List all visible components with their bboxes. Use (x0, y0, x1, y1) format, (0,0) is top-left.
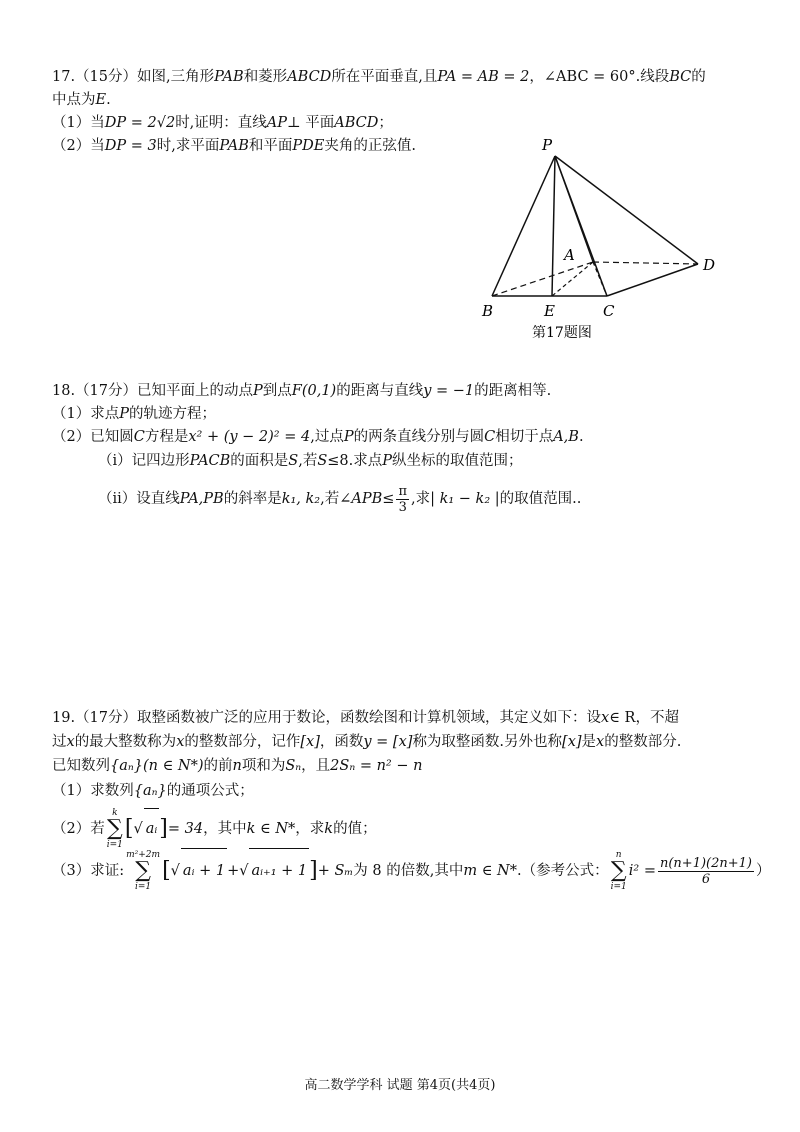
q17-math: E (95, 92, 107, 108)
sum-upper-limit: m²+2m (126, 850, 161, 860)
summation-symbol (611, 850, 627, 892)
q17-text: 时,证明：直线 (175, 115, 267, 131)
q19-text: 的前 (203, 758, 233, 774)
q17-line1 (52, 66, 706, 88)
label-P: P (542, 136, 553, 154)
q18-math: ≤8 (327, 453, 349, 469)
sqrt-symbol: √ (170, 863, 180, 879)
q18-text: （i）记四边形 (98, 453, 190, 469)
q18-text: 的轨迹方程； (129, 406, 216, 422)
q17-text: 和菱形 (243, 69, 288, 85)
q19-text: 19.（17分）取整函数被广泛的应用于数论，函数绘图和计算机领域，其定义如下：设 (52, 710, 602, 726)
q19-math: {aₙ} (133, 783, 167, 799)
fraction-numerator: n(n+1)(2n+1) (659, 855, 752, 871)
page-footer: 高二数学学科 试题 第4页(共4页) (304, 1078, 496, 1093)
sum-upper-limit: k (112, 808, 118, 818)
summation-symbol (126, 850, 160, 892)
q18-text: . (578, 429, 584, 445)
q18-math: y = −1 (423, 383, 475, 399)
q19-math: x (601, 710, 610, 726)
q19-math: + (227, 863, 240, 879)
q18-math: ∠APB (339, 491, 383, 507)
sqrt-content: aᵢ (144, 808, 160, 849)
q19-math: y = [x] (363, 734, 413, 750)
q17-math: ，∠ABC = 60° (529, 69, 636, 85)
q17-math: DP = 3 (104, 138, 157, 154)
q18-math: x² + (y − 2)² = 4 (188, 429, 311, 445)
q19-math: x (596, 734, 605, 750)
q19-text: ） (756, 863, 771, 879)
q17-text: 中点为 (52, 92, 96, 108)
q18-text: 的距离与直线 (336, 383, 424, 399)
q18-text: 方程是 (144, 429, 189, 445)
q17-part2 (52, 135, 416, 157)
q17-text: 所在平面垂直,且 (331, 69, 438, 85)
q18-text: （ii）设直线 (98, 491, 180, 507)
q19-text: .（参考公式： (517, 863, 609, 879)
fraction-numerator: π (398, 483, 407, 499)
sqrt-symbol: √ (239, 863, 249, 879)
q18-text: 到点 (262, 383, 292, 399)
q18-text: ,若 (320, 491, 340, 507)
q18-text: 的斜率是 (223, 491, 282, 507)
q19-math: k (324, 821, 334, 837)
q19-text: ，其中 (203, 821, 247, 837)
q18-part2 (52, 426, 584, 448)
q19-math: ∈ R (609, 710, 636, 726)
sqrt-content: aᵢ₊₁ + 1 (249, 848, 309, 893)
sum-lower-limit: i=1 (610, 882, 627, 892)
floor-bracket-left: [ (124, 816, 134, 841)
q17-text: 17.（15分）如图,三角形 (52, 69, 215, 85)
q19-math: m ∈ N* (463, 863, 517, 879)
q18-text: 纵坐标的取值范围； (392, 453, 523, 469)
q19-part1 (52, 780, 254, 802)
sigma-glyph: ∑ (135, 858, 151, 883)
label-D: D (703, 256, 716, 274)
q18-text: ,若 (298, 453, 318, 469)
q18-math: S (317, 453, 328, 469)
q19-math: k ∈ N* (246, 821, 296, 837)
q19-text: 为 8 的倍数,其中 (353, 863, 464, 879)
edge-AD-dashed (593, 262, 698, 264)
q17-text: 的 (691, 69, 706, 85)
fraction-denominator: 3 (398, 499, 407, 515)
q19-line2 (52, 731, 681, 753)
q17-text: 和平面 (248, 138, 293, 154)
q19-text: ，函数 (319, 734, 364, 750)
q17-math: PAB (214, 69, 244, 85)
q17-math: AP (266, 115, 288, 131)
q19-math: + Sₘ (317, 863, 354, 879)
q19-text: 称为取整函数.另外也称 (412, 734, 563, 750)
q17-text: ⊥ 平面 (287, 115, 335, 131)
q17-text: . (106, 92, 111, 108)
q19-text: 的整数部分，记作 (184, 734, 301, 750)
label-A: A (564, 246, 575, 264)
q17-text: 时,求平面 (156, 138, 220, 154)
q19-text: 的通项公式； (166, 783, 254, 799)
q17-line2 (52, 89, 111, 111)
q18-text: 的两条直线分别与圆 (353, 429, 485, 445)
floor-bracket-left: [ (162, 858, 171, 883)
q19-math: x (66, 734, 75, 750)
q19-text: 的最大整数称为 (74, 734, 177, 750)
q18-math: ≤ (382, 491, 395, 507)
label-E: E (544, 302, 555, 320)
q17-math: ABCD (287, 69, 332, 85)
pi-over-3-fraction (396, 484, 409, 515)
q19-part3 (52, 848, 771, 893)
q18-text: 的取值范围.. (499, 491, 582, 507)
q17-text: （2）当 (52, 138, 105, 154)
q18-math: k₁, k₂ (281, 491, 321, 507)
q19-math: = 34 (167, 821, 204, 837)
q19-math: x (176, 734, 185, 750)
q19-text: 已知数列 (52, 758, 110, 774)
sum-lower-limit: i=1 (135, 882, 152, 892)
sqrt-symbol: √ (133, 821, 143, 837)
q17-math: PA = AB = 2 (437, 69, 530, 85)
q18-math: A,B (553, 429, 579, 445)
q19-math: [x] (300, 734, 320, 750)
q18-text: ,求 (410, 491, 431, 507)
q18-text: 相切于点 (495, 429, 554, 445)
q19-text: 是 (581, 734, 597, 750)
label-B: B (482, 302, 494, 320)
q18-text: ,过点 (310, 429, 344, 445)
floor-bracket-right: ] (309, 858, 318, 883)
sum-upper-limit: n (615, 850, 622, 860)
sigma-glyph: ∑ (610, 858, 627, 883)
q17-text: ； (378, 115, 393, 131)
q18-math: F(0,1) (291, 383, 337, 399)
q18-text: .求点 (348, 453, 383, 469)
q18-line1 (52, 380, 551, 402)
q17-math: PAB (219, 138, 249, 154)
q18-math: P (119, 406, 129, 422)
q19-text: 的整数部分. (604, 734, 682, 750)
q19-math: n (232, 758, 242, 774)
sigma-glyph: ∑ (106, 816, 123, 841)
q18-math: | k₁ − k₂ | (430, 491, 500, 507)
q19-text: ，且 (301, 758, 331, 774)
q17-math: PDE (292, 138, 325, 154)
edge-PB (492, 156, 555, 296)
q18-text: （2）已知圆 (52, 429, 134, 445)
q17-text: 夹角的正弦值. (324, 138, 416, 154)
q19-text: （1）求数列 (52, 783, 134, 799)
q19-text: ，求 (295, 821, 325, 837)
q18-text: 18.（17分）已知平面上的动点 (52, 383, 254, 399)
q18-math: PACB (189, 453, 231, 469)
edge-BA-dashed (492, 262, 593, 296)
q18-math: C (133, 429, 145, 445)
q19-text: （3）求证: (52, 863, 125, 879)
figure-caption: 第17题图 (532, 325, 592, 341)
q19-math: {aₙ}(n ∈ N*) (110, 758, 204, 774)
q18-text: （1）求点 (52, 406, 120, 422)
label-C: C (603, 302, 615, 320)
q18-math: P (343, 429, 354, 445)
q19-math: Sₙ (285, 758, 302, 774)
pyramid-figure (470, 132, 730, 347)
q18-math: P (253, 383, 263, 399)
q17-text: .线段 (635, 69, 670, 85)
q19-line3 (52, 755, 422, 777)
q19-text: 项和为 (241, 758, 286, 774)
q18-math: P (382, 453, 393, 469)
q18-sub1 (98, 450, 523, 472)
summation-symbol (107, 808, 123, 850)
fraction-denominator: 6 (701, 871, 711, 887)
q17-math: BC (669, 69, 692, 85)
q19-text: 的值； (333, 821, 377, 837)
q18-math: PA,PB (179, 491, 224, 507)
q17-text: （1）当 (52, 115, 105, 131)
q19-math: 2Sₙ = n² − n (330, 758, 423, 774)
reference-formula-fraction (658, 856, 754, 887)
floor-bracket-right: ] (159, 816, 168, 841)
q18-sub2 (98, 482, 581, 516)
q18-part1 (52, 403, 216, 425)
q19-line1 (52, 707, 679, 729)
q17-part1 (52, 112, 393, 134)
edge-AE-dashed (552, 262, 593, 296)
q18-text: 的面积是 (230, 453, 289, 469)
q18-text: 的距离相等. (474, 383, 552, 399)
q19-text: （2）若 (52, 821, 105, 837)
q19-math: i² = (628, 863, 656, 879)
edge-PD (555, 156, 698, 264)
q18-math: S (288, 453, 299, 469)
q18-math: C (484, 429, 496, 445)
edge-CD (607, 264, 698, 296)
q17-math: ABCD (334, 115, 379, 131)
q19-part2 (52, 808, 377, 850)
sum-lower-limit: i=1 (106, 840, 123, 850)
sqrt-content: aᵢ + 1 (181, 848, 227, 893)
q19-text: ，不超 (635, 710, 679, 726)
q17-math: DP = 2√2 (104, 115, 176, 131)
q19-math: [x] (562, 734, 582, 750)
q19-text: 过 (52, 734, 67, 750)
